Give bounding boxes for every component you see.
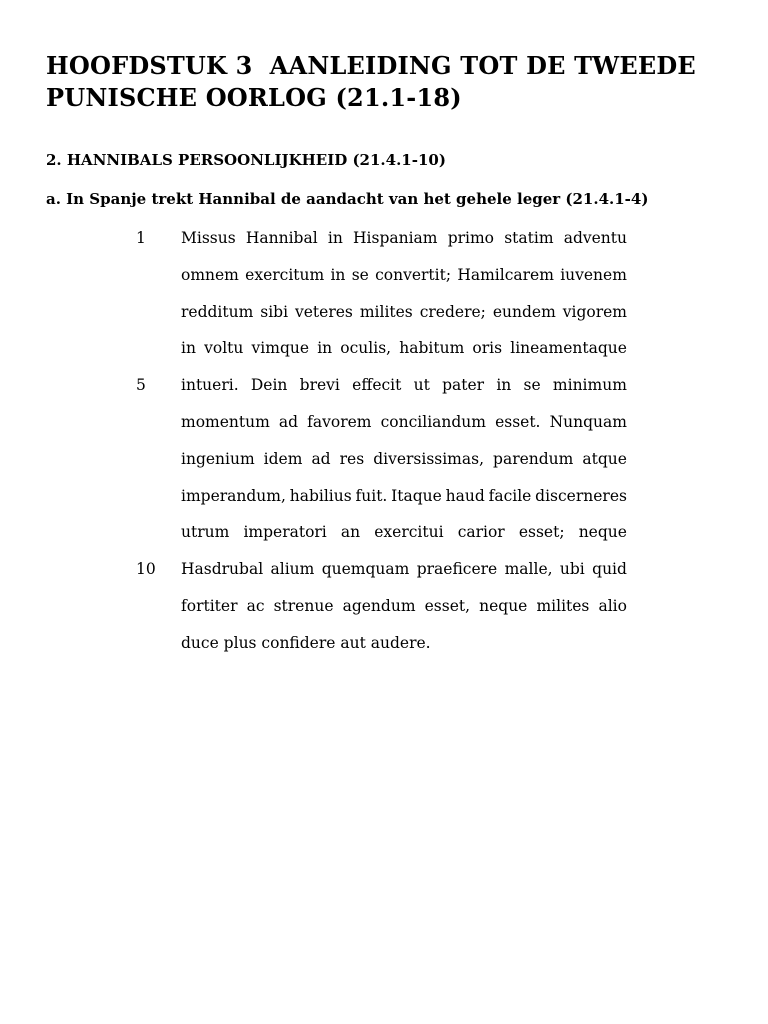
passage-line: [0, 375, 768, 412]
line-number: 1: [136, 229, 146, 247]
passage-line: [0, 486, 768, 523]
line-text: omnem exercitum in se convertit; Hamilcarem iuvenem: [181, 265, 627, 284]
line-number: 10: [136, 560, 156, 579]
passage-line: [0, 412, 768, 449]
line-text: in voltu vimque in oculis, habitum oris lineamentaque: [181, 339, 627, 358]
subsection-heading: a. In Spanje trekt Hannibal de aandacht van het gehele leger (21.4.1-4): [46, 190, 649, 208]
passage-line: [0, 228, 768, 265]
passage-line: [0, 522, 768, 559]
line-number: 5: [136, 376, 146, 395]
passage-line: [0, 338, 768, 375]
passage-line: [0, 449, 768, 486]
passage-line: [0, 633, 768, 670]
passage-line: [0, 302, 768, 339]
latin-passage: [0, 228, 768, 670]
line-text: redditum sibi veteres milites credere; eundem vigorem: [181, 302, 627, 321]
section-heading: 2. HANNIBALS PERSOONLIJKHEID (21.4.1-10): [46, 151, 446, 169]
passage-line: [0, 559, 768, 596]
line-text: fortiter ac strenue agendum esset, neque milites alio: [181, 596, 627, 615]
line-text: intueri. Dein brevi effecit ut pater in se minimum: [181, 376, 627, 395]
chapter-title: [46, 50, 736, 114]
passage-line: [0, 596, 768, 633]
line-text: duce plus confidere aut audere.: [181, 633, 431, 652]
chapter-title-line-2: PUNISCHE OORLOG (21.1-18): [46, 83, 462, 112]
line-text: Hasdrubal alium quemquam praeficere malle, ubi quid: [181, 560, 627, 579]
line-text: utrum imperatori an exercitui carior esset; neque: [181, 523, 627, 542]
chapter-title-line-1: HOOFDSTUK 3 AANLEIDING TOT DE TWEEDE: [46, 51, 696, 80]
line-text: imperandum, habilius fuit. Itaque haud facile discerneres: [181, 486, 627, 505]
line-text: ingenium idem ad res diversissimas, parendum atque: [181, 449, 627, 468]
line-text: momentum ad favorem conciliandum esset. Nunquam: [181, 412, 627, 431]
passage-line: [0, 265, 768, 302]
line-text: Missus Hannibal in Hispaniam primo statim adventu: [181, 229, 627, 247]
